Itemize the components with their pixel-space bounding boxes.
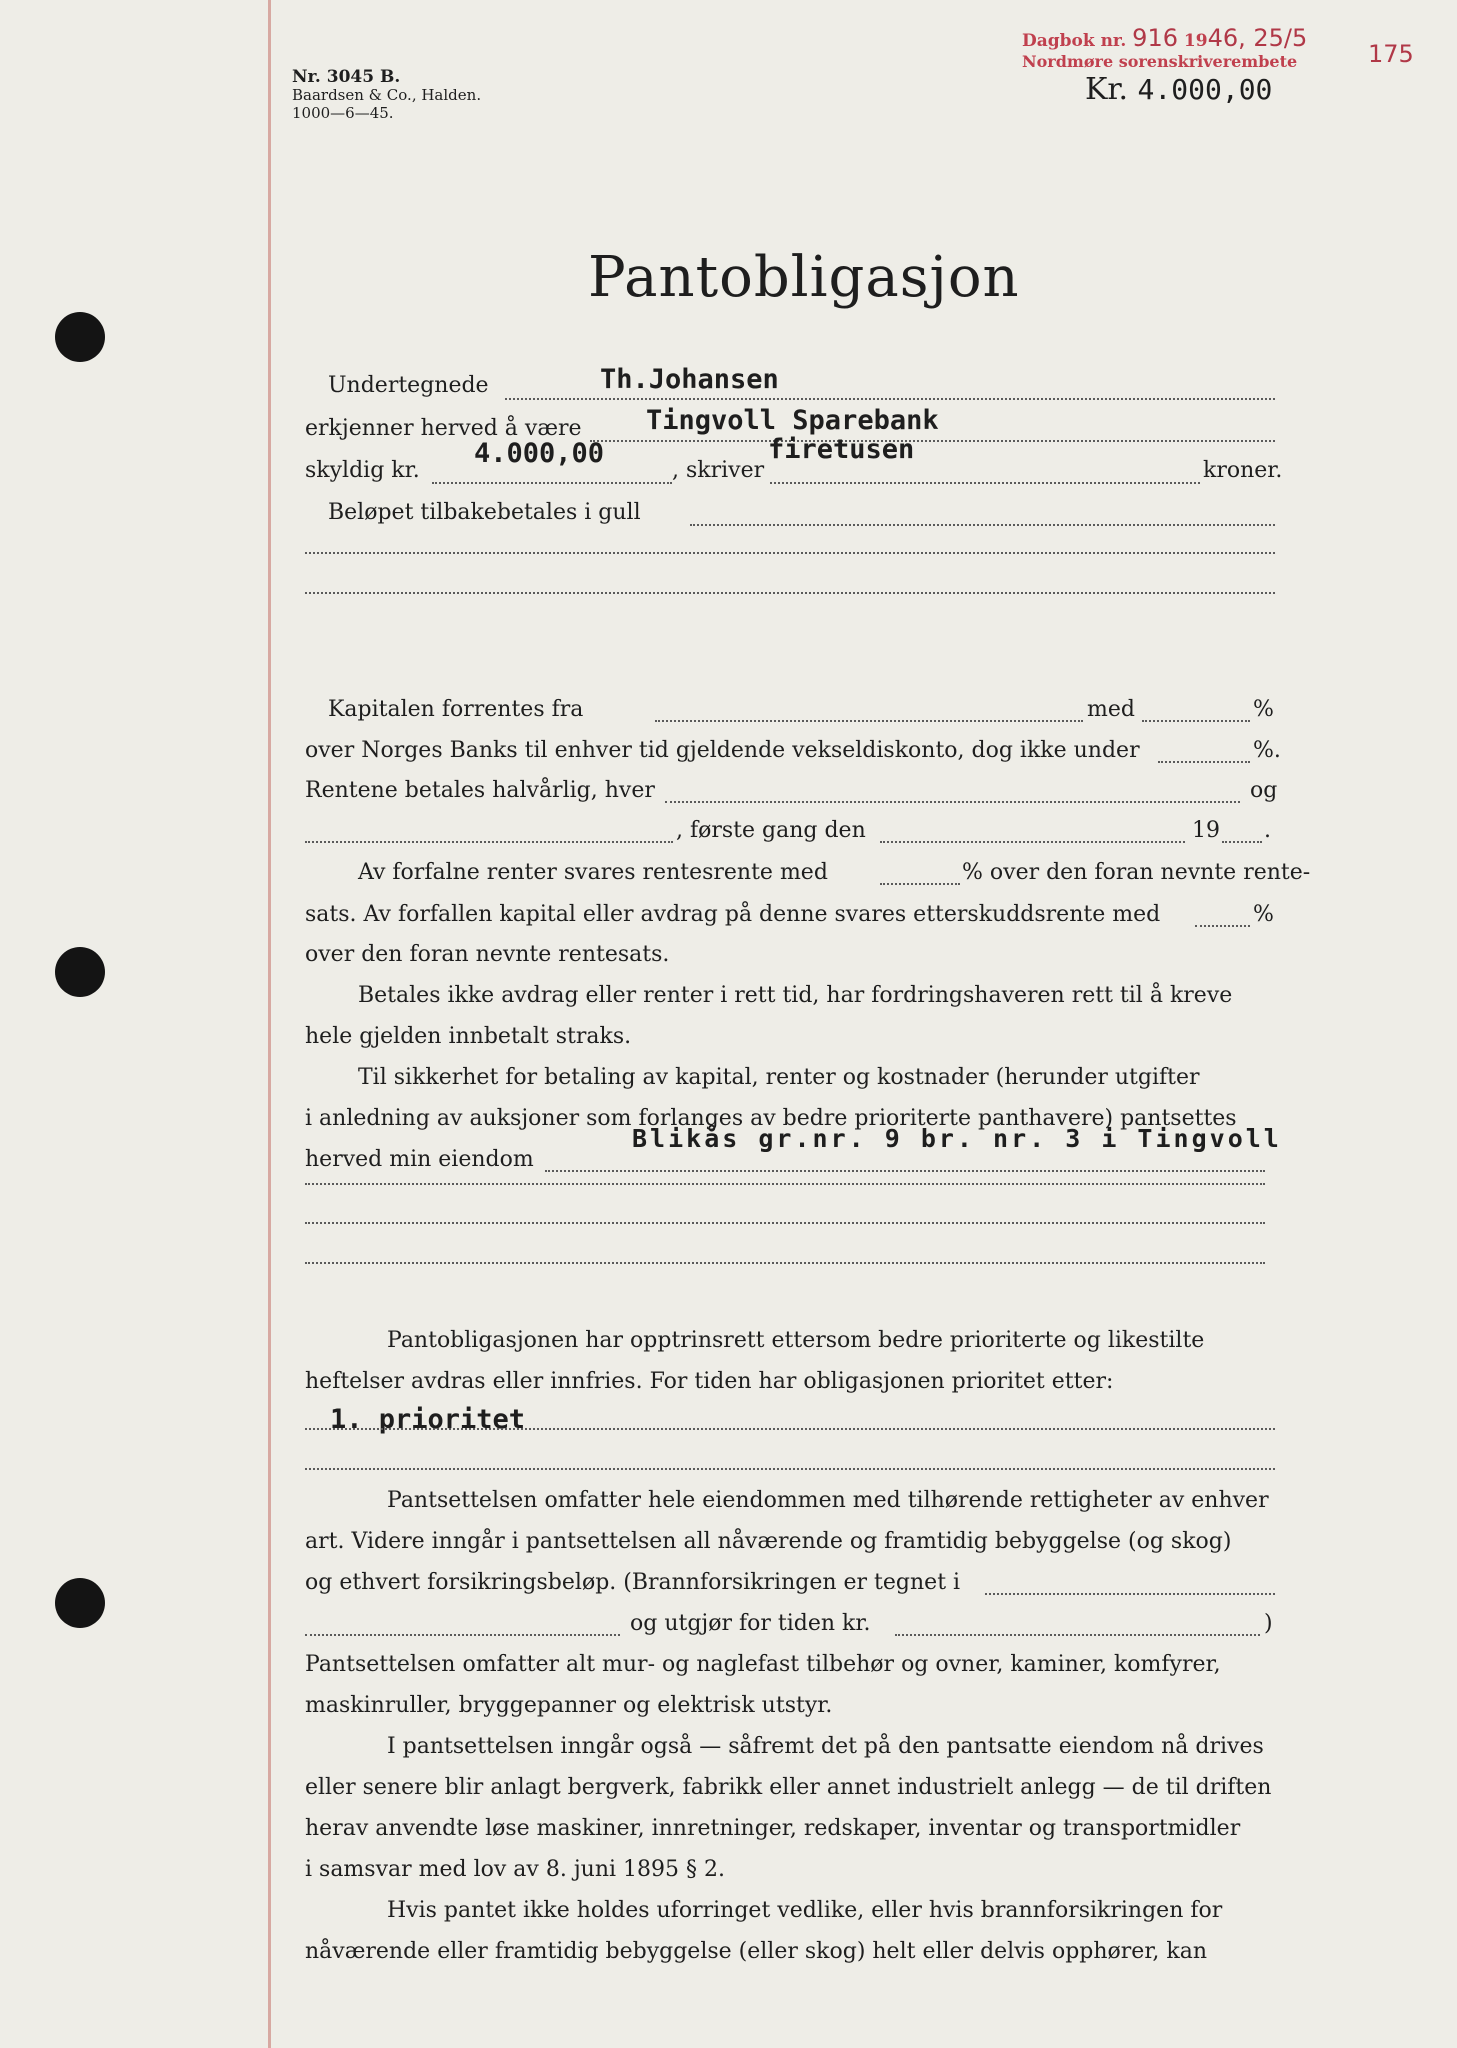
mur-line-2: maskinruller, bryggepanner og elektrisk utstyr. bbox=[305, 1693, 833, 1718]
kapitalen-label: Kapitalen forrentes fra bbox=[328, 697, 584, 722]
belopet-line-2 bbox=[305, 552, 1275, 554]
forste-gang-line-a bbox=[305, 841, 673, 843]
print-run: 1000—6—45. bbox=[292, 104, 394, 122]
vekseldiskonto-text: over Norges Banks til enhver tid gjeldende vekseldiskonto, dog ikke under bbox=[305, 738, 1140, 763]
sikkerhet-line-2: i anledning av auksjoner som forlanges av bedre prioriterte panthavere) pantsettes bbox=[305, 1106, 1237, 1131]
registry-stamp-line1: Dagbok nr. 916 1946, 25/5 bbox=[1022, 24, 1308, 52]
belopet-label: Beløpet tilbakebetales i gull bbox=[328, 500, 641, 525]
prioritet-line bbox=[305, 1428, 1275, 1430]
forste-gang-year: 19 bbox=[1192, 818, 1220, 843]
brannforsikring-line bbox=[985, 1593, 1275, 1595]
stamp-date: 25/5 bbox=[1253, 24, 1308, 52]
publisher: Baardsen & Co., Halden. bbox=[292, 86, 482, 104]
kroner-label: kroner. bbox=[1203, 458, 1283, 483]
undertegnede-line bbox=[505, 398, 1275, 400]
omfatter-line-1: Pantsettelsen omfatter hele eiendommen med tilhørende rettigheter av enhver bbox=[387, 1488, 1269, 1513]
utgjor-line-b bbox=[895, 1634, 1260, 1636]
punch-hole bbox=[55, 947, 105, 997]
kapitalen-pct: % bbox=[1253, 697, 1274, 722]
registry-office: Nordmøre sorenskriverembete bbox=[1022, 52, 1298, 71]
bergverk-line-2: eller senere blir anlagt bergverk, fabrikk eller annet industrielt anlegg — de til driften bbox=[305, 1775, 1272, 1800]
amount-value: 4.000,00 bbox=[1137, 73, 1273, 106]
eiendom-line bbox=[545, 1170, 1265, 1172]
punch-hole bbox=[55, 1578, 105, 1628]
mur-line-1: Pantsettelsen omfatter alt mur- og naglefast tilbehør og ovner, kaminer, komfyrer, bbox=[305, 1652, 1221, 1677]
forste-gang-line-b bbox=[880, 841, 1185, 843]
erkjenner-line bbox=[590, 440, 1275, 442]
bergverk-line-3: herav anvendte løse maskiner, innretninger, redskaper, inventar og transportmidler bbox=[305, 1816, 1241, 1841]
betales-line-2: hele gjelden innbetalt straks. bbox=[305, 1024, 632, 1049]
page-number: 175 bbox=[1368, 40, 1414, 68]
kapitalen-rate-line bbox=[1142, 720, 1250, 722]
halvarlig-og: og bbox=[1250, 778, 1278, 803]
forste-gang-end: . bbox=[1264, 818, 1271, 843]
hvis-line-2: nåværende eller framtidig bebyggelse (eller skog) helt eller delvis opphører, kan bbox=[305, 1939, 1208, 1964]
rentesats-text: over den foran nevnte rentesats. bbox=[305, 942, 670, 967]
erkjenner-label: erkjenner herved å være bbox=[305, 416, 582, 441]
prioritet-line-1: Pantobligasjonen har opptrinsrett ettersom bedre prioriterte og likestilte bbox=[387, 1328, 1205, 1353]
punch-hole bbox=[55, 312, 105, 362]
amount-box bbox=[1085, 72, 1272, 107]
dagbok-label: Dagbok nr. bbox=[1022, 31, 1127, 51]
bergverk-line-1: I pantsettelsen inngår også — såfremt det på den pantsatte eiendom nå drives bbox=[387, 1734, 1264, 1759]
skyldig-label: skyldig kr. bbox=[305, 458, 420, 483]
eiendom-line-4 bbox=[305, 1262, 1265, 1264]
skyldig-value: 4.000,00 bbox=[474, 438, 605, 469]
etterskudd-text: sats. Av forfallen kapital eller avdrag på denne svares etterskuddsrente med bbox=[305, 902, 1161, 927]
omfatter-line-4-end: ) bbox=[1264, 1611, 1273, 1636]
halvarlig-line bbox=[665, 801, 1240, 803]
belopet-line bbox=[690, 524, 1275, 526]
prioritet-line-2: heftelser avdras eller innfries. For tiden har obligasjonen prioritet etter: bbox=[305, 1369, 1114, 1394]
skriver-line bbox=[770, 482, 1200, 484]
printer-imprint bbox=[292, 68, 481, 122]
amount-label: Kr. bbox=[1085, 72, 1128, 107]
skriver-label: , skriver bbox=[672, 458, 765, 483]
year-prefix: 19 bbox=[1183, 31, 1208, 51]
betales-line-1: Betales ikke avdrag eller renter i rett tid, har fordringshaveren rett til å kreve bbox=[358, 983, 1233, 1008]
hvis-line-1: Hvis pantet ikke holdes uforringet vedlike, eller hvis brannforsikringen for bbox=[387, 1898, 1223, 1923]
forste-gang-year-line bbox=[1222, 841, 1262, 843]
eiendom-line-3 bbox=[305, 1222, 1265, 1224]
belopet-line-3 bbox=[305, 592, 1275, 594]
bergverk-line-4: i samsvar med lov av 8. juni 1895 § 2. bbox=[305, 1857, 725, 1882]
prioritet-value: 1. prioritet bbox=[330, 1404, 526, 1435]
prioritet-line-2-dots bbox=[305, 1468, 1275, 1470]
document-title: Pantobligasjon bbox=[588, 245, 1020, 310]
erkjenner-value: Tingvoll Sparebank bbox=[646, 405, 939, 436]
year-suffix: 46 bbox=[1207, 24, 1239, 52]
vekseldiskonto-pct: %. bbox=[1253, 738, 1281, 763]
page-number-box bbox=[1368, 40, 1414, 68]
rentesrente-text: Av forfalne renter svares rentesrente med bbox=[358, 860, 828, 885]
kapitalen-line bbox=[655, 720, 1083, 722]
omfatter-line-2: art. Videre inngår i pantsettelsen all nåværende og framtidig bebyggelse (og skog) bbox=[305, 1529, 1232, 1554]
eiendom-line-2 bbox=[305, 1183, 1265, 1185]
undertegnede-label: Undertegnede bbox=[328, 373, 489, 398]
margin-rule bbox=[268, 0, 271, 2048]
etterskudd-line bbox=[1195, 925, 1250, 927]
forste-gang-label: , første gang den bbox=[676, 818, 866, 843]
eiendom-label: herved min eiendom bbox=[305, 1147, 534, 1172]
form-number: Nr. 3045 B. bbox=[292, 67, 401, 87]
eiendom-value: Blikås gr.nr. 9 br. nr. 3 i Tingvoll bbox=[632, 1124, 1282, 1153]
rentesrente-text-b: % over den foran nevnte rente- bbox=[962, 860, 1311, 885]
etterskudd-pct: % bbox=[1253, 902, 1274, 927]
omfatter-line-4: og utgjør for tiden kr. bbox=[630, 1611, 871, 1636]
kapitalen-med: med bbox=[1087, 697, 1135, 722]
rentesrente-line bbox=[880, 883, 960, 885]
skriver-value: firetusen bbox=[768, 434, 915, 465]
halvarlig-label: Rentene betales halvårlig, hver bbox=[305, 778, 655, 803]
sikkerhet-line-1: Til sikkerhet for betaling av kapital, renter og kostnader (herunder utgifter bbox=[358, 1065, 1200, 1090]
undertegnede-value: Th.Johansen bbox=[600, 364, 779, 395]
skyldig-line bbox=[432, 482, 672, 484]
omfatter-line-3: og ethvert forsikringsbeløp. (Brannforsikringen er tegnet i bbox=[305, 1570, 961, 1595]
utgjor-line-a bbox=[305, 1634, 620, 1636]
vekseldiskonto-line bbox=[1158, 761, 1250, 763]
dagbok-number: 916 bbox=[1132, 24, 1178, 52]
